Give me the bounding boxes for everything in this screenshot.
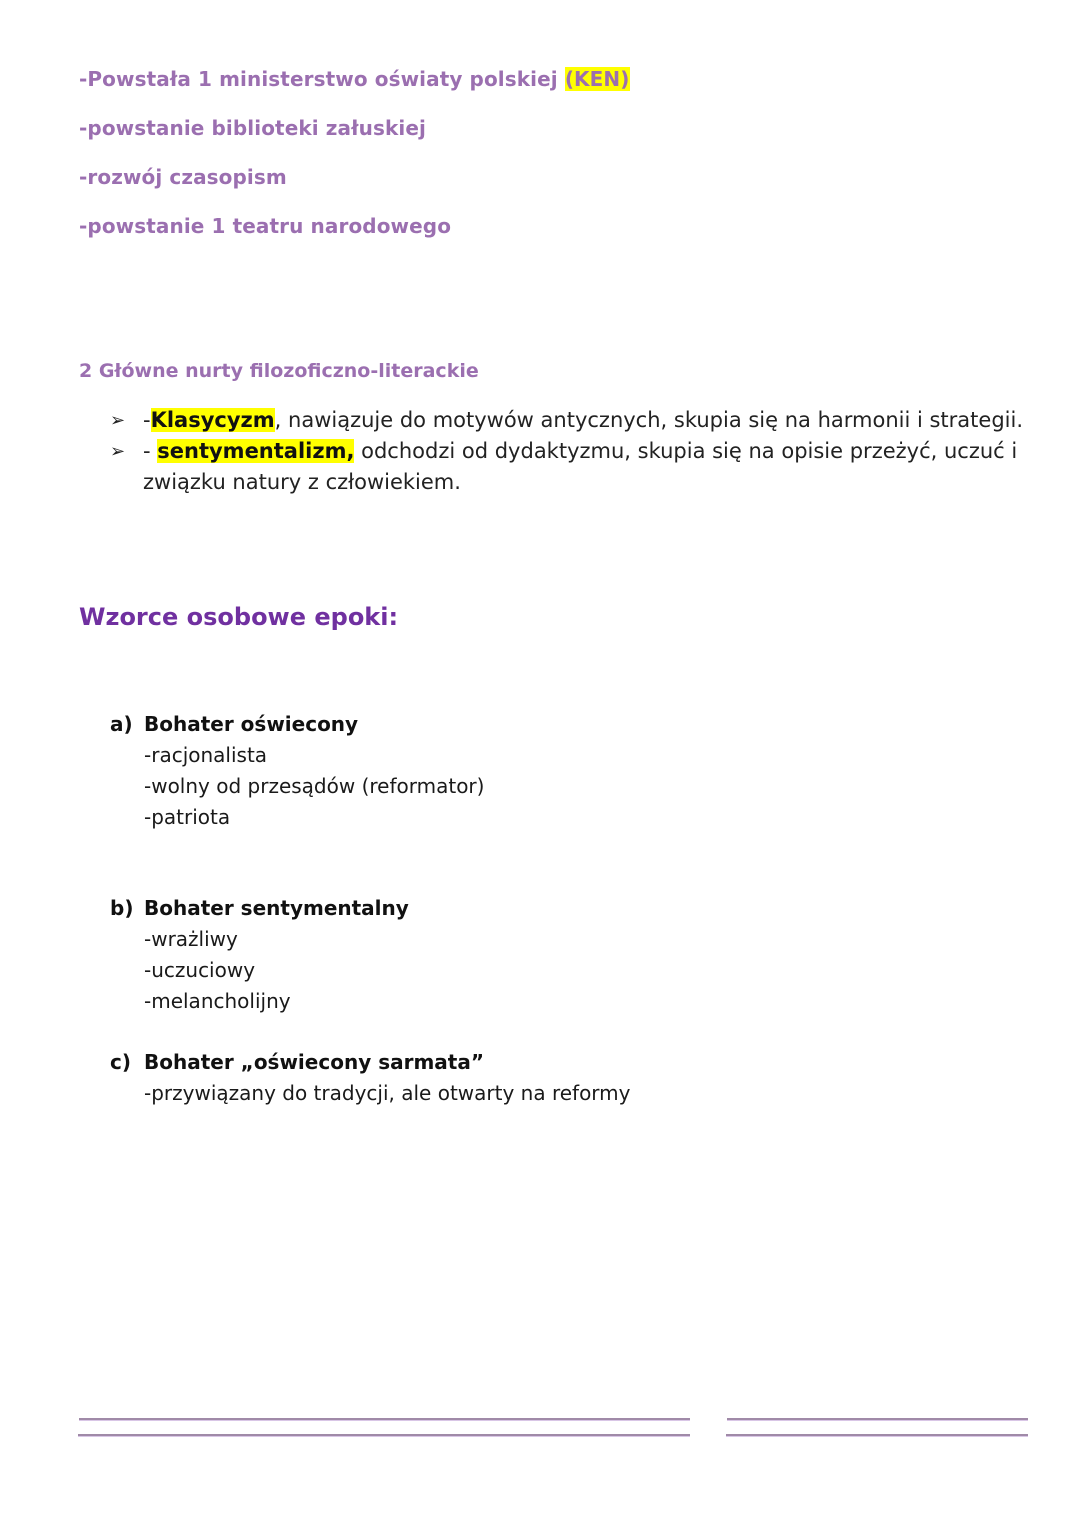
currents-list [110, 405, 1030, 498]
hero-trait: -melancholijny [144, 989, 291, 1013]
footer-rule [78, 1434, 690, 1436]
prefix: - [143, 408, 151, 432]
hero-trait: -racjonalista [144, 743, 268, 767]
current-item [110, 405, 1030, 436]
intro-text: -powstanie biblioteki załuskiej [79, 116, 426, 140]
intro-text: -powstanie 1 teatru narodowego [79, 214, 452, 238]
hero-block [110, 1047, 631, 1109]
intro-item [79, 214, 451, 238]
hero-block [110, 709, 484, 833]
arrow-bullet-icon: ➢ [110, 441, 126, 462]
highlighted-ken: (KEN) [564, 67, 630, 91]
footer-rule [79, 1418, 690, 1420]
intro-text: -rozwój czasopism [79, 165, 287, 189]
intro-item [79, 165, 287, 189]
hero-name: Bohater sentymentalny [144, 896, 409, 920]
intro-text: -Powstała 1 ministerstwo oświaty polskiej [79, 67, 565, 91]
prefix: - [143, 439, 158, 463]
suffix: , [274, 408, 282, 432]
currents-heading: 2 Główne nurty filozoficzno-literackie [79, 360, 479, 382]
hero-trait: -uczuciowy [144, 958, 256, 982]
hero-name: Bohater oświecony [144, 712, 359, 736]
current-description: odchodzi od dydaktyzmu, skupia się na opisie przeżyć, uczuć i związku natury z człowiekiem. [143, 439, 1018, 494]
hero-letter: b) [110, 896, 134, 920]
hero-trait: -wrażliwy [144, 927, 238, 951]
section-title: Wzorce osobowe epoki: [79, 603, 399, 631]
intro-item [79, 116, 426, 140]
hero-trait: -wolny od przesądów (reformator) [144, 774, 485, 798]
hero-heading [110, 893, 409, 924]
current-item [110, 436, 1030, 498]
hero-heading [110, 709, 484, 740]
hero-letter: c) [110, 1050, 131, 1074]
current-description: nawiązuje do motywów antycznych, skupia się na harmonii i strategii. [281, 408, 1023, 432]
hero-trait: -przywiązany do tradycji, ale otwarty na reformy [144, 1081, 631, 1105]
hero-block [110, 893, 409, 1017]
footer-rule [727, 1418, 1028, 1420]
hero-name: Bohater „oświecony sarmata” [144, 1050, 484, 1074]
term-sentymentalizm: sentymentalizm, [157, 439, 355, 463]
intro-item [79, 67, 630, 91]
hero-trait: -patriota [144, 805, 231, 829]
hero-heading [110, 1047, 631, 1078]
hero-letter: a) [110, 712, 133, 736]
footer-rule [726, 1434, 1028, 1436]
term-klasycyzm: Klasycyzm [150, 408, 275, 432]
arrow-bullet-icon: ➢ [110, 410, 126, 431]
